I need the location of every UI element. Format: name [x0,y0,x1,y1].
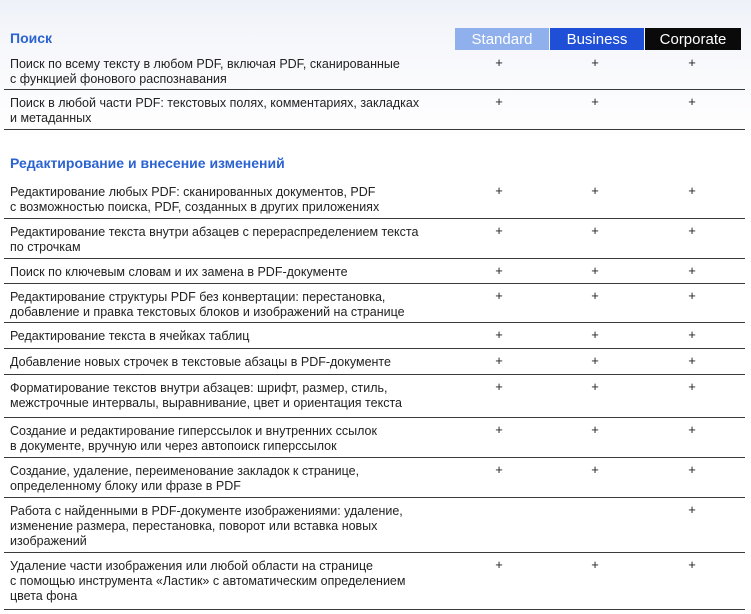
plan-corporate-mark: + [688,288,696,303]
plan-business-mark: + [591,557,599,572]
plan-corporate-mark: + [688,353,696,368]
feature-description [10,265,450,280]
feature-description-line: Редактирование структуры PDF без конвертации: перестановка, [10,290,386,304]
plan-business-mark: + [591,55,599,70]
plan-corporate-mark: + [688,462,696,477]
section-title: Редактирование и внесение изменений [10,155,285,171]
plan-standard-mark: + [495,327,503,342]
plan-corporate-mark: + [688,94,696,109]
plan-header [0,28,751,50]
feature-description-line: Работа с найденными в PDF-документе изображениями: удаление, [10,504,403,518]
plan-business-mark: + [591,183,599,198]
plan-business-mark: + [591,327,599,342]
plan-business-mark: + [591,94,599,109]
feature-description [10,355,450,370]
feature-description [10,57,450,87]
feature-description-line: Редактирование текста внутри абзацев с перераспределением текста [10,225,419,239]
table-row [4,498,745,553]
plan-standard-mark: + [495,183,503,198]
table-row [4,179,745,219]
feature-description [10,464,450,494]
plan-corporate-mark: + [688,183,696,198]
table-row [4,375,745,418]
plan-standard-mark: + [495,263,503,278]
plan-business-mark: + [591,462,599,477]
feature-description-line: определенному блоку или фразе в PDF [10,479,241,493]
plan-business-mark: + [591,353,599,368]
plan-corporate-mark: + [688,55,696,70]
plan-business-mark: + [591,422,599,437]
table-row [4,259,745,284]
section-title: Поиск [10,30,53,46]
plan-standard-mark: + [495,55,503,70]
feature-description-line: с помощью инструмента «Ластик» с автоматическим определением [10,574,406,588]
feature-description [10,504,450,549]
plan-business-header: Business [550,28,644,50]
feature-description-line: Редактирование любых PDF: сканированных документов, PDF [10,185,376,199]
feature-description [10,185,450,215]
plan-business-mark: + [591,379,599,394]
feature-description-line: Удаление части изображения или любой области на странице [10,559,373,573]
feature-description-line: изображений [10,534,87,548]
plan-corporate-mark: + [688,557,696,572]
feature-description [10,290,450,320]
feature-description-line: Редактирование текста в ячейках таблиц [10,329,250,343]
feature-description [10,96,450,126]
feature-description-line: и метаданных [10,111,92,125]
table-row [4,553,745,610]
feature-description-line: цвета фона [10,589,78,603]
feature-description-line: изменение размера, перестановка, поворот или вставка новых [10,519,378,533]
plan-standard-mark: + [495,94,503,109]
plan-standard-mark: + [495,353,503,368]
plan-standard-mark: + [495,223,503,238]
plan-standard-mark: + [495,288,503,303]
plan-corporate-mark: + [688,263,696,278]
plan-corporate-mark: + [688,422,696,437]
feature-description [10,381,450,411]
plan-standard-mark: + [495,422,503,437]
feature-description [10,559,450,604]
table-row [4,219,745,259]
feature-description-line: Создание и редактирование гиперссылок и внутренних ссылок [10,424,377,438]
feature-description-line: добавление и правка текстовых блоков и изображений на странице [10,305,405,319]
table-row [4,418,745,458]
feature-description-line: Поиск в любой части PDF: текстовых полях, комментариях, закладках [10,96,420,110]
feature-description-line: Поиск по ключевым словам и их замена в PDF-документе [10,265,348,279]
table-row [4,323,745,349]
plan-corporate-mark: + [688,223,696,238]
feature-description [10,225,450,255]
plan-business-mark: + [591,288,599,303]
feature-description [10,424,450,454]
table-row [4,51,745,90]
plan-business-mark: + [591,223,599,238]
feature-description-line: Форматирование текстов внутри абзацев: шрифт, размер, стиль, [10,381,388,395]
table-row [4,90,745,130]
feature-description-line: в документе, вручную или через автопоиск гиперссылок [10,439,337,453]
plan-standard-header: Standard [455,28,549,50]
plan-corporate-mark: + [688,327,696,342]
feature-description [10,329,450,344]
plan-standard-mark: + [495,462,503,477]
table-row [4,458,745,498]
plan-corporate-header: Corporate [645,28,741,50]
plan-standard-mark: + [495,557,503,572]
feature-description-line: с возможностью поиска, PDF, созданных в других приложениях [10,200,380,214]
feature-description-line: Добавление новых строчек в текстовые абзацы в PDF-документе [10,355,391,369]
feature-description-line: Создание, удаление, переименование закладок к странице, [10,464,360,478]
plan-corporate-mark: + [688,502,696,517]
plan-standard-mark: + [495,379,503,394]
feature-description-line: с функцией фонового распознавания [10,72,227,86]
feature-description-line: межстрочные интервалы, выравнивание, цвет и ориентация текста [10,396,402,410]
table-row [4,284,745,323]
plan-corporate-mark: + [688,379,696,394]
feature-description-line: по строчкам [10,240,81,254]
feature-description-line: Поиск по всему тексту в любом PDF, включая PDF, сканированные [10,57,400,71]
table-row [4,349,745,375]
plan-business-mark: + [591,263,599,278]
